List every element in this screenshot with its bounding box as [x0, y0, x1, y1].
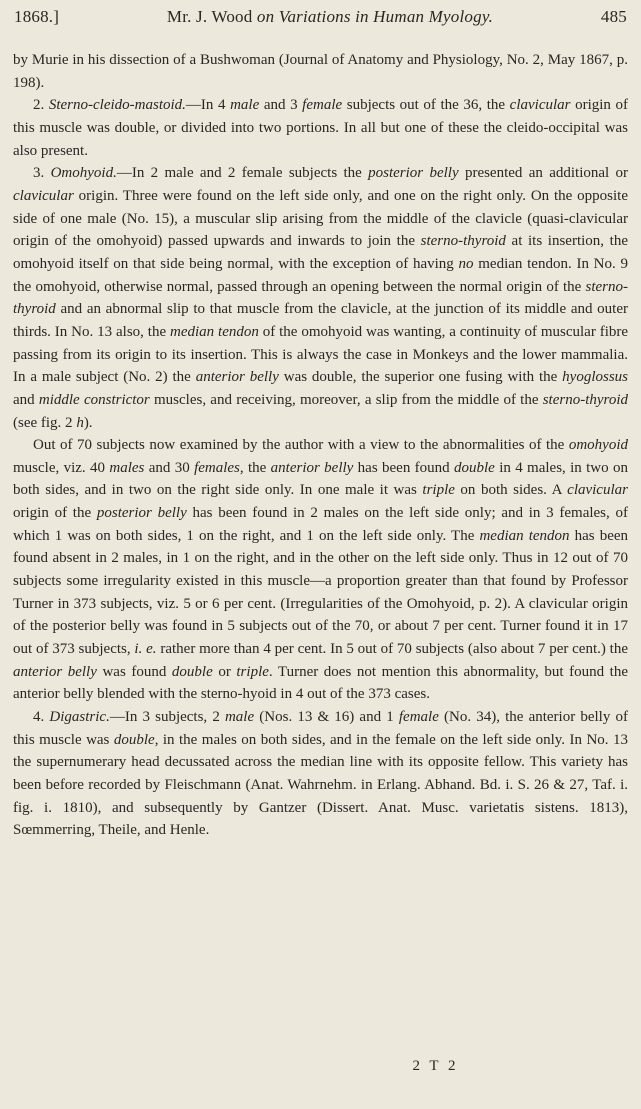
italic-run: anterior belly	[270, 459, 354, 476]
text-run: by Murie in his dissection of a Bushwoman (Journal of Anatomy and Physiology, No. 2, May 1867, p. 198).	[13, 52, 628, 91]
text-run: , in the males on both sides, and in the female on the left side only. In No. 13 the supernumerary head decussated across the median line with its opposite fellow. This variety has been before recorded by Fleischmann (Anat. Wahrnehm. in Erlang. Abhand. Bd. i. S. 26 & 27, Taf. i. fig. i. 1810), and subsequently by Gantzer (Dissert. Anat. Musc. varietatis sistens. 1813), Sœmmerring, Theile, and Henle.	[13, 731, 628, 839]
text-run: —In 2 male and 2 female subjects the	[116, 165, 369, 182]
italic-run: double	[171, 663, 213, 680]
italic-run: females	[194, 459, 240, 476]
text-run: —In 4	[185, 97, 231, 114]
text-run: . Turner does not mention this abnormality, but found the anterior belly blended with the sterno-hyoid in 4 out of the 373 cases.	[13, 663, 628, 703]
text-run: —In 3 subjects, 2	[109, 709, 225, 726]
italic-run: triple	[236, 663, 269, 680]
text-run: or	[212, 663, 237, 680]
italic-run: males	[109, 459, 145, 476]
page-number: 485	[600, 7, 627, 26]
italic-run: female	[302, 97, 343, 114]
header-title-italic: on Variations in Human Myology.	[256, 7, 494, 26]
running-header	[14, 7, 627, 27]
text-run: and	[13, 391, 39, 408]
text-run: ).	[83, 414, 93, 431]
paragraph	[13, 162, 628, 434]
text-run: (see fig. 2	[13, 414, 77, 431]
italic-run: double	[454, 459, 495, 476]
italic-run: clavicular	[567, 482, 628, 499]
italic-run: anterior belly	[195, 369, 279, 386]
italic-run: sterno-thyroid	[13, 278, 628, 318]
text-run: muscles, and receiving, moreover, a slip from the middle of the	[149, 391, 543, 408]
italic-run: median tendon	[479, 527, 570, 544]
paragraph	[13, 49, 628, 94]
italic-run: hyoglossus	[562, 369, 628, 386]
italic-run: posterior belly	[368, 165, 459, 182]
text-run: (Nos. 13 & 16) and 1	[254, 709, 399, 726]
text-run: was found	[96, 663, 172, 680]
text-run: at its insertion, the omohyoid itself on that side being normal, with the exception of having	[13, 233, 628, 272]
italic-run: anterior belly	[13, 663, 97, 680]
italic-run: no	[458, 255, 474, 272]
text-run: (No. 34), the anterior belly of this muscle was	[13, 709, 628, 748]
text-run: median tendon. In No. 9 the omohyoid, otherwise normal, passed through an opening between the normal origin of the	[13, 255, 628, 295]
text-run: origin of the	[13, 505, 97, 522]
italic-run: Omohyoid.	[50, 165, 117, 182]
header-year: 1868.]	[14, 7, 60, 26]
text-run: origin of this muscle was double, or divided into two portions. In all but one of these the cleido-occipital was also present.	[13, 97, 629, 159]
italic-run: male	[224, 709, 255, 726]
text-run: has been found in 2 males on the left side only; and in 3 females, of which 1 was on both sides, 1 on the right, and 1 on the left side only. The	[13, 505, 628, 544]
text-run: 2.	[33, 97, 49, 114]
text-run: origin. Three were found on the left side only, and one on the right only. On the opposite side of one male (No. 15), a muscular slip arising from the middle of the clavicle (quasi-clavicular origin of the omohyoid) passed upwards and inwards to join the	[13, 187, 628, 250]
italic-run: double	[113, 731, 155, 748]
italic-run: h	[76, 414, 84, 431]
italic-run: clavicular	[13, 187, 74, 204]
text-run: and an abnormal slip to that muscle from the clavicle, at the junction of its middle and outer thirds. In No. 13 also, the	[13, 301, 628, 340]
text-run: Out of 70 subjects now examined by the author with a view to the abnormalities of the	[33, 437, 569, 454]
text-run: of the omohyoid was wanting, a continuity of muscular fibre passing from its origin to its insertion. This is always the case in Monkeys and the lower mammalia. In a male subject (No. 2) the	[13, 323, 629, 386]
italic-run: female	[398, 709, 439, 726]
italic-run: Digastric.	[49, 709, 110, 726]
text-run: was double, the superior one fusing with the	[278, 369, 563, 386]
italic-run: omohyoid	[568, 437, 628, 454]
text-run: presented an additional or	[458, 165, 629, 182]
text-run: has been found	[353, 459, 455, 476]
header-title	[167, 7, 493, 27]
italic-run: sterno-thyroid	[420, 233, 506, 250]
text-run: in 4 males, in two on both sides, and in two on the right side only. In one male it was	[13, 459, 628, 499]
header-title-prefix: Mr. J. Wood	[166, 7, 257, 26]
italic-run: triple	[422, 482, 455, 499]
paragraph	[13, 434, 628, 706]
italic-run: clavicular	[509, 97, 571, 114]
text-run: 3.	[33, 165, 51, 182]
italic-run: median tendon	[170, 323, 259, 340]
text-run: has been found absent in 2 males, in 1 on the right, and in the other on the left side only. Thus in 12 out of 70 subjects some irregularity existed in this muscle—a proportion greater than that found by Professor Turner in 373 subjects, viz. 5 or 6 per cent. (Irregularities of the Omohyoid, p. 2). A clavicular origin of the posterior belly was found in 5 subjects out of the 70, or about 7 per cent. Turner found it in 17 out of 373 subjects,	[13, 527, 629, 658]
text-run: muscle, viz. 40	[13, 459, 110, 476]
italic-run: i. e.	[134, 641, 157, 658]
text-run: , the	[239, 459, 271, 476]
italic-run: Sterno-cleido-mastoid.	[48, 97, 186, 114]
text-run: rather more than 4 per cent. In 5 out of 70 subjects (also about 7 per cent.) the	[156, 641, 628, 658]
text-run: and 3	[259, 97, 303, 114]
italic-run: sterno-thyroid	[542, 391, 628, 408]
italic-run: middle constrictor	[38, 391, 150, 408]
text-run: and 30	[144, 459, 195, 476]
body-text	[13, 49, 628, 842]
text-run: 4.	[33, 709, 50, 726]
signature-mark: 2 T 2	[412, 1058, 459, 1074]
paragraph	[13, 706, 628, 842]
italic-run: posterior belly	[96, 505, 187, 522]
text-run: subjects out of the 36, the	[342, 97, 510, 114]
paragraph	[13, 94, 628, 162]
text-run: on both sides. A	[454, 482, 568, 499]
italic-run: male	[230, 97, 260, 114]
